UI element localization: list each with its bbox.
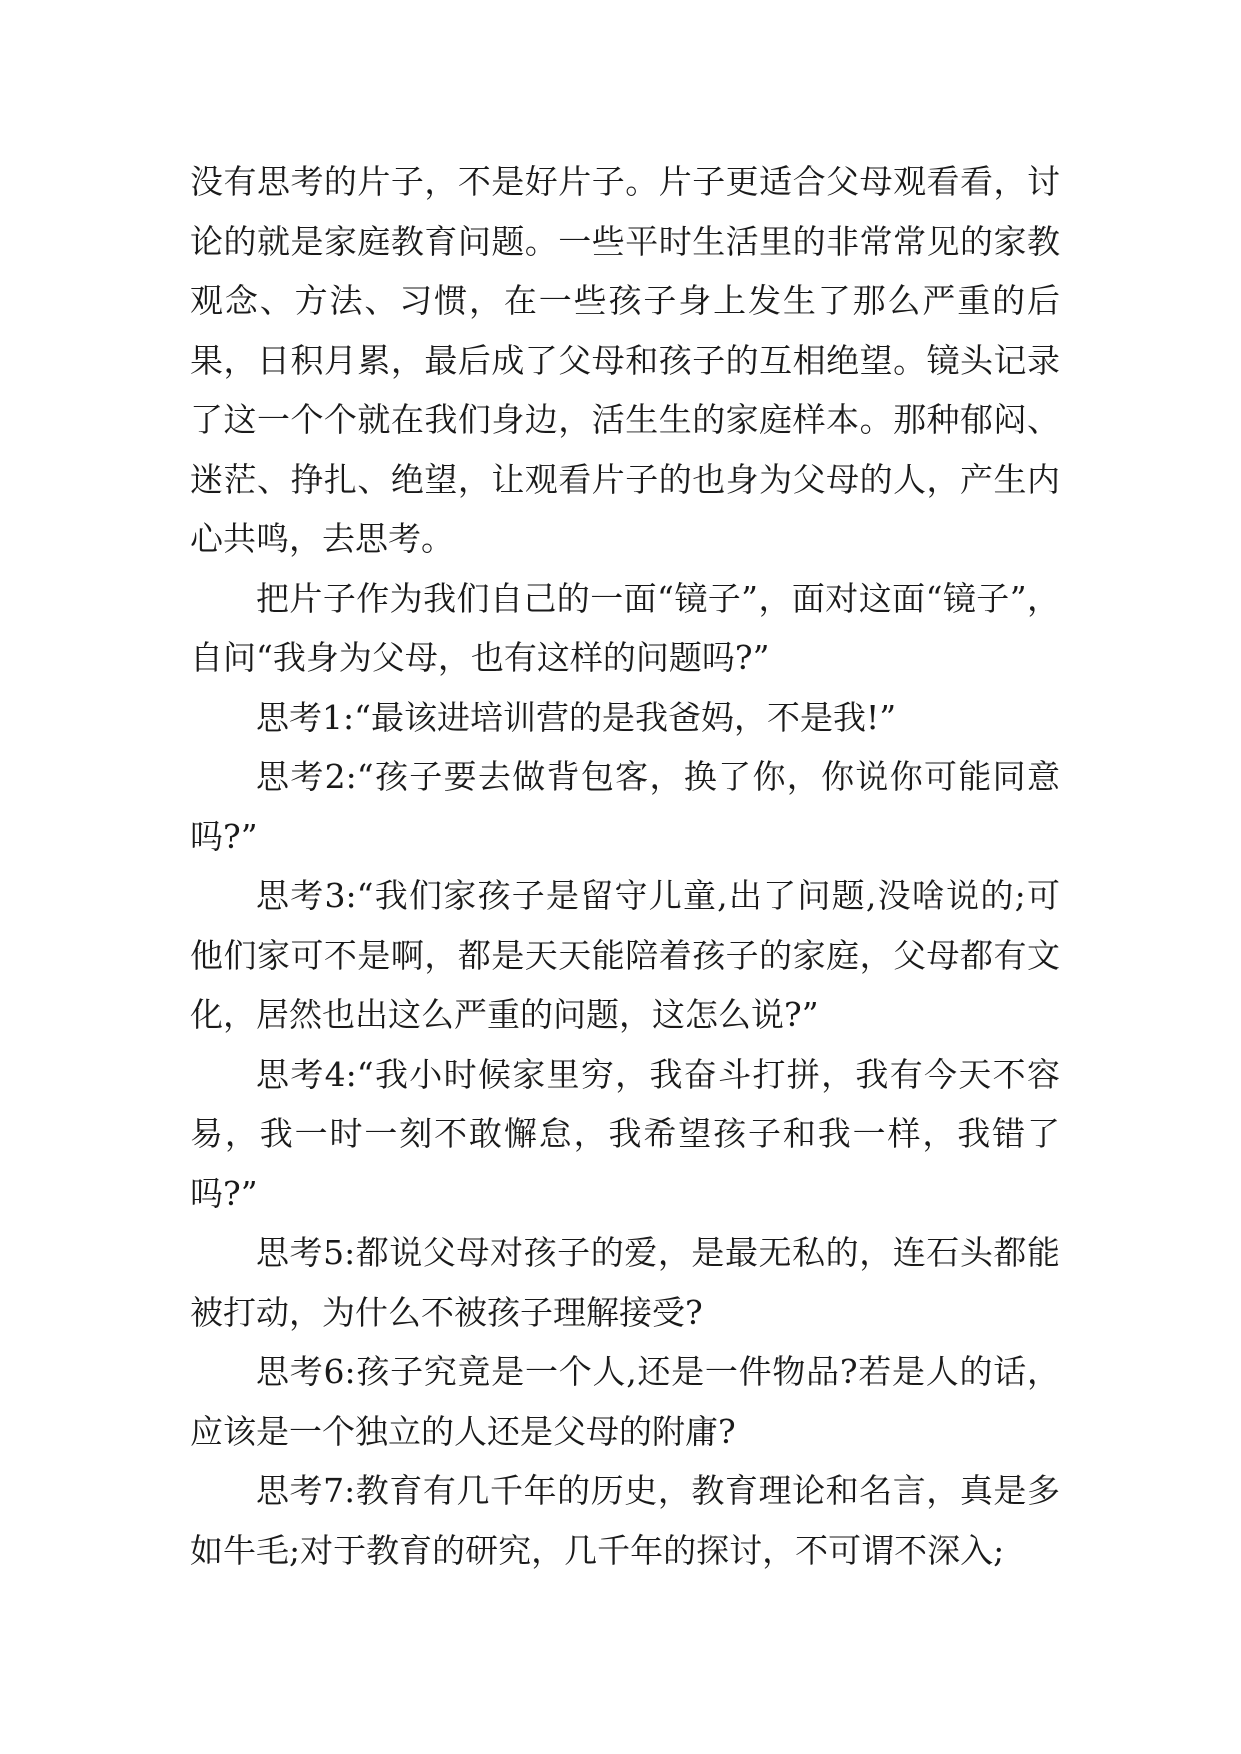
- body-text: [190, 152, 1060, 1580]
- paragraph-intro: 没有思考的片子，不是好片子。片子更适合父母观看看，讨论的就是家庭教育问题。一些平时生活里的非常常见的家教观念、方法、习惯，在一些孩子身上发生了那么严重的后果，日积月累，最后成了父母和孩子的互相绝望。镜头记录了这一个个就在我们身边，活生生的家庭样本。那种郁闷、迷茫、挣扎、绝望，让观看片子的也身为父母的人，产生内心共鸣，去思考。: [190, 162, 1060, 558]
- paragraph-thought-6: 思考6:孩子究竟是一个人,还是一件物品?若是人的话，应该是一个独立的人还是父母的附庸?: [190, 1352, 1060, 1451]
- paragraph-thought-5: 思考5:都说父母对孩子的爱，是最无私的，连石头都能被打动，为什么不被孩子理解接受?: [190, 1233, 1060, 1332]
- paragraph-mirror: 把片子作为我们自己的一面“镜子”，面对这面“镜子”，自问“我身为父母，也有这样的问题吗?”: [190, 578, 1060, 677]
- paragraph-thought-2: 思考2:“孩子要去做背包客，换了你，你说你可能同意吗?”: [190, 757, 1060, 856]
- paragraph-thought-3: 思考3:“我们家孩子是留守儿童,出了问题,没啥说的;可他们家可不是啊，都是天天能陪着孩子的家庭，父母都有文化，居然也出这么严重的问题，这怎么说?”: [190, 876, 1060, 1034]
- paragraph-thought-7: 思考7:教育有几千年的历史，教育理论和名言，真是多如牛毛;对于教育的研究，几千年的探讨，不可谓不深入;: [190, 1471, 1060, 1570]
- paragraph-thought-1: 思考1:“最该进培训营的是我爸妈，不是我!”: [256, 697, 897, 737]
- paragraph-thought-4: 思考4:“我小时候家里穷，我奋斗打拼，我有今天不容易，我一时一刻不敢懈怠，我希望孩子和我一样，我错了吗?”: [190, 1054, 1060, 1213]
